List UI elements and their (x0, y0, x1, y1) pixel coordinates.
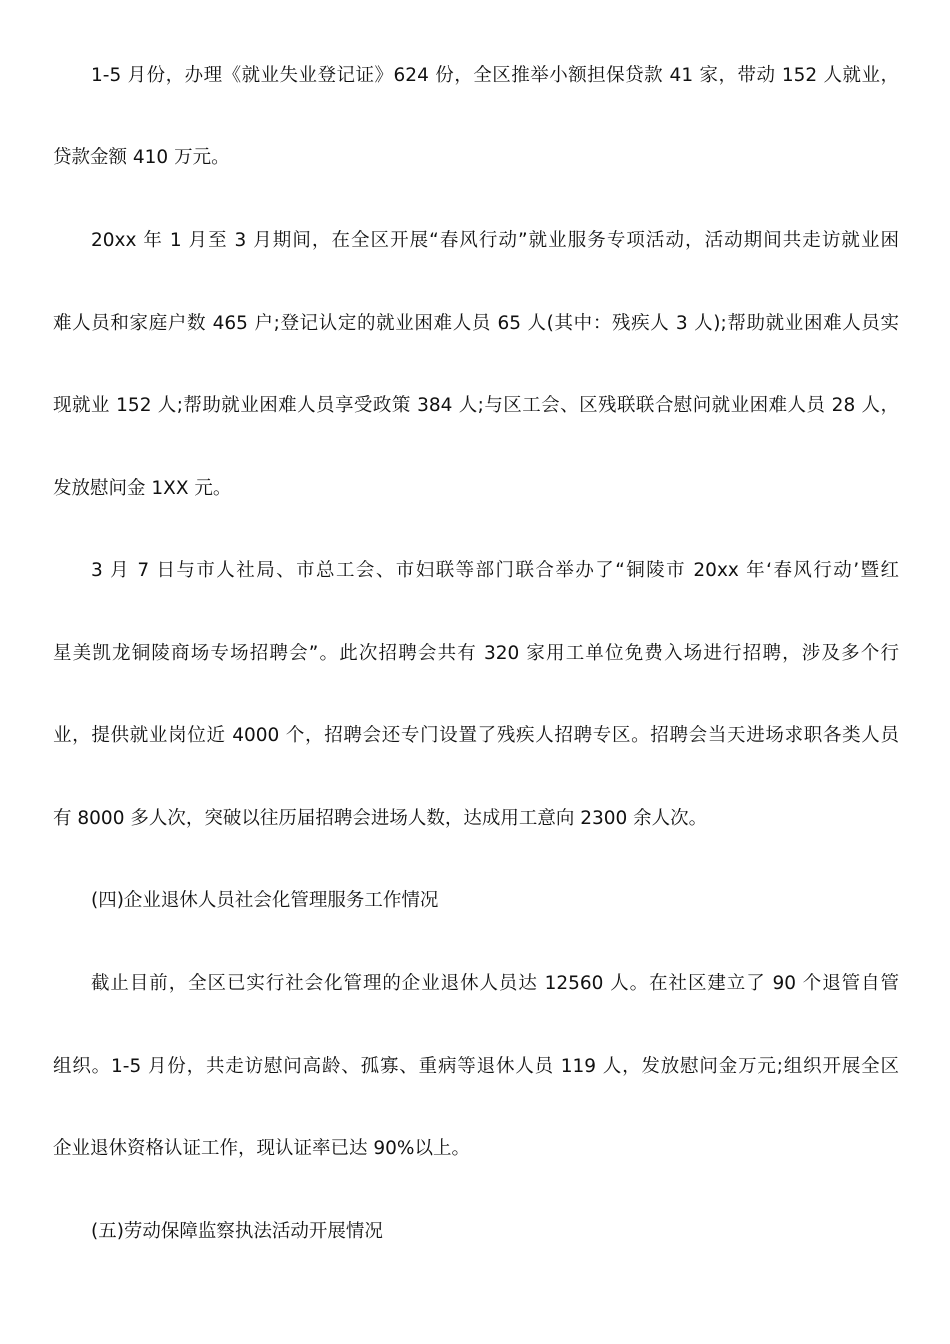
paragraph-5-line-3: 企业退休资格认证工作，现认证率已达 90%以上。 (53, 1138, 471, 1159)
paragraph-1-line-1: 1-5 月份，办理《就业失业登记证》624 份，全区推举小额担保贷款 41 家，带动 152 人就业， (91, 65, 899, 86)
paragraph-3-line-3: 业，提供就业岗位近 4000 个，招聘会还专门设置了残疾人招聘专区。招聘会当天进场求职各类人员 (53, 725, 899, 746)
paragraph-5-line-1: 截止目前，全区已实行社会化管理的企业退休人员达 12560 人。在社区建立了 90 个退管自管 (91, 973, 899, 994)
paragraph-2-line-3: 现就业 152 人;帮助就业困难人员享受政策 384 人;与区工会、区残联联合慰问就业困难人员 28 人， (53, 395, 899, 416)
paragraph-1-line-2: 贷款金额 410 万元。 (53, 147, 230, 168)
paragraph-5-line-2: 组织。1-5 月份，共走访慰问高龄、孤寡、重病等退休人员 119 人，发放慰问金万元;组织开展全区 (53, 1056, 899, 1077)
paragraph-2-line-1: 20xx 年 1 月至 3 月期间，在全区开展“春风行动”就业服务专项活动，活动期间共走访就业困 (91, 230, 899, 251)
section-heading-5: (五)劳动保障监察执法活动开展情况 (91, 1221, 383, 1242)
section-heading-4: (四)企业退休人员社会化管理服务工作情况 (91, 890, 439, 911)
paragraph-3-line-1: 3 月 7 日与市人社局、市总工会、市妇联等部门联合举办了“铜陵市 20xx 年‘春风行动’暨红 (91, 560, 899, 581)
paragraph-3-line-2: 星美凯龙铜陵商场专场招聘会”。此次招聘会共有 320 家用工单位免费入场进行招聘，涉及多个行 (53, 643, 899, 664)
paragraph-2-line-4: 发放慰问金 1XX 元。 (53, 478, 232, 499)
paragraph-3-line-4: 有 8000 多人次，突破以往历届招聘会进场人数，达成用工意向 2300 余人次。 (53, 808, 708, 829)
paragraph-2-line-2: 难人员和家庭户数 465 户;登记认定的就业困难人员 65 人(其中：残疾人 3 人);帮助就业困难人员实 (53, 313, 899, 334)
